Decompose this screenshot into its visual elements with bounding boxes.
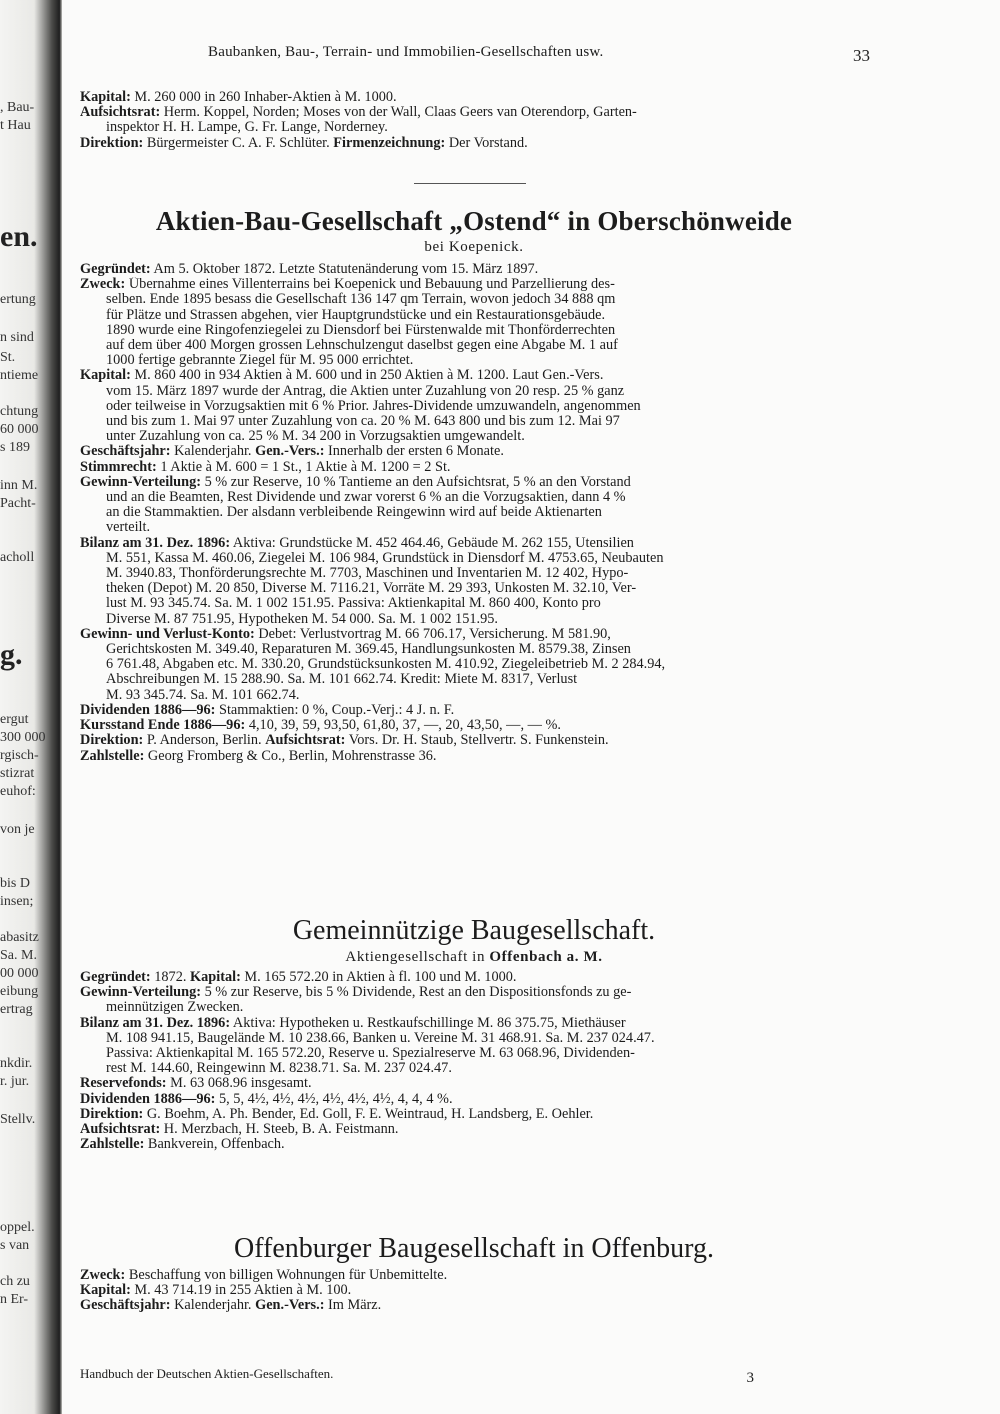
margin-fragment: n sind bbox=[0, 330, 34, 345]
margin-fragment: nkdir. bbox=[0, 1056, 33, 1071]
entry-line: Kapital: M. 43 714.19 in 255 Aktien à M. 100. bbox=[80, 1283, 352, 1299]
margin-fragment: abasitz bbox=[0, 930, 39, 945]
entry-line: meinnützigen Zwecken. bbox=[106, 1000, 244, 1016]
margin-fragment: stizrat bbox=[0, 766, 35, 781]
entry-offenburger bbox=[80, 1232, 868, 1314]
entry-line: Kapital: M. 260 000 in 260 Inhaber-Aktien à M. 1000. bbox=[80, 90, 397, 105]
entry-line: Gegründet: Am 5. Oktober 1872. Letzte Statutenänderung vom 15. März 1897. bbox=[80, 262, 539, 277]
margin-fragment: en. bbox=[0, 220, 38, 253]
company-title: Gemeinnützige Baugesellschaft. bbox=[292, 915, 656, 946]
running-header-title: Baubanken, Bau-, Terrain- und Immobilien-Gesellschaften usw. bbox=[208, 44, 604, 60]
entry-line: 1890 wurde eine Ringofenziegelei zu Diensdorf bei Fürstenwalde mit Thonförderrechten bbox=[106, 322, 616, 338]
signature-number: 3 bbox=[746, 1370, 754, 1386]
footer-title: Handbuch der Deutschen Aktien-Gesellschaften. bbox=[80, 1366, 334, 1381]
margin-fragment: Pacht- bbox=[0, 496, 36, 511]
entry-line: und bis zum 1. Mai 97 unter Zuzahlung von ca. 20 % M. 643 800 und bis zum 12. Mai 97 bbox=[106, 414, 620, 430]
margin-fragment: inn M. bbox=[0, 478, 38, 493]
entry-line: M. 3940.83, Thonförderungsrechte M. 7703, Maschinen und Inventarien M. 12 402, Hypo- bbox=[106, 566, 629, 582]
entry-line: Reservefonds: M. 63 068.96 insgesamt. bbox=[80, 1076, 312, 1092]
entry-line: und an die Beamten, Rest Dividende und zwar vorerst 6 % an die Vorzugsaktien, dann 4 % bbox=[106, 490, 626, 506]
margin-fragment: bis D bbox=[0, 876, 30, 891]
entry-line: verteilt. bbox=[106, 520, 151, 536]
page-footer bbox=[80, 1366, 868, 1386]
entry-line: Diverse M. 87 751.95, Hypotheken M. 54 000. Sa. M. 1 002 151.95. bbox=[106, 611, 498, 627]
previous-page-margin bbox=[0, 0, 60, 1414]
entry-line: Gewinn- und Verlust-Konto: Debet: Verlustvortrag M. 66 706.17, Versicherung. M 581.90, bbox=[80, 626, 611, 642]
margin-fragment: 60 000 bbox=[0, 422, 39, 437]
entry-line: M. 108 941.15, Baugelände M. 10 238.66, Banken u. Vereine M. 31 468.91. Sa. M. 237 024.47. bbox=[106, 1030, 655, 1046]
margin-fragment: acholl bbox=[0, 550, 35, 565]
entry-line: Bilanz am 31. Dez. 1896: Aktiva: Grundstücke M. 452 464.46, Gebäude M. 262 155, Utensilien bbox=[80, 535, 634, 551]
entry-line: Stimmrecht: 1 Aktie à M. 600 = 1 St., 1 Aktie à M. 1200 = 2 St. bbox=[80, 459, 451, 475]
page-number: 33 bbox=[853, 46, 870, 65]
company-title: Offenburger Baugesellschaft in Offenburg. bbox=[233, 1233, 715, 1264]
entry-line: M. 551, Kassa M. 460.06, Ziegelei M. 106 984, Grundstück in Diensdorf M. 4753.65, Neubauten bbox=[106, 550, 664, 566]
margin-fragment: chtung bbox=[0, 404, 39, 419]
entry-line: Geschäftsjahr: Kalenderjahr. Gen.-Vers.: Im März. bbox=[80, 1298, 382, 1314]
margin-fragment: rgisch- bbox=[0, 748, 39, 763]
entry-line: Gewinn-Verteilung: 5 % zur Reserve, bis 5 % Dividende, Rest an den Dispositionsfonds zu ge- bbox=[80, 985, 632, 1001]
entry-line: unter Zuzahlung von ca. 25 % M. 34 200 in Vorzugsaktien umgewandelt. bbox=[106, 429, 525, 445]
margin-fragment: eibung bbox=[0, 984, 39, 999]
margin-fragment: s 189 bbox=[0, 440, 30, 455]
entry-line: Bilanz am 31. Dez. 1896: Aktiva: Hypotheken u. Restkaufschillinge M. 86 375.75, Miethäuser bbox=[80, 1015, 626, 1031]
margin-fragment: ertung bbox=[0, 292, 36, 307]
margin-fragment: 00 000 bbox=[0, 966, 39, 981]
entry-line: Gewinn-Verteilung: 5 % zur Reserve, 10 % Tantieme an den Aufsichtsrat, 5 % an den Vorstand bbox=[80, 474, 631, 490]
entry-continuation bbox=[80, 90, 868, 151]
entry-line: Gerichtskosten M. 349.40, Reparaturen M. 369.45, Handlungsunkosten M. 8579.38, Zinsen bbox=[106, 642, 631, 658]
margin-fragment: oppel. bbox=[0, 1220, 35, 1235]
margin-fragment: ch zu bbox=[0, 1274, 30, 1289]
margin-fragment: von je bbox=[0, 822, 35, 837]
entry-gemeinnuetzige bbox=[80, 914, 868, 1152]
entry-line: für Plätze und Strassen abgehen, vier Hauptgrundstücke und ein Restaurationsgebäude. bbox=[106, 307, 606, 323]
margin-fragment: , Bau- bbox=[0, 100, 35, 115]
entry-line: Zweck: Beschaffung von billigen Wohnungen für Unbemittelte. bbox=[80, 1268, 448, 1283]
entry-line: Aufsichtsrat: Herm. Koppel, Norden; Moses von der Wall, Claas Geers van Oterendorp, Garten- bbox=[80, 105, 637, 121]
entry-line: Direktion: G. Boehm, A. Ph. Bender, Ed. Goll, F. E. Weintraud, H. Landsberg, E. Oehler. bbox=[80, 1106, 594, 1122]
entry-line: Dividenden 1886—96: Stammaktien: 0 %, Coup.-Verj.: 4 J. n. F. bbox=[80, 702, 455, 718]
entry-line: Zahlstelle: Georg Fromberg & Co., Berlin, Mohrenstrasse 36. bbox=[80, 748, 437, 764]
entry-line: Kapital: M. 860 400 in 934 Aktien à M. 600 und in 250 Aktien à M. 1200. Laut Gen.-Vers. bbox=[80, 368, 604, 384]
margin-fragment: n Er- bbox=[0, 1292, 29, 1307]
entry-line: Abschreibungen M. 15 288.90. Sa. M. 101 662.74. Kredit: Miete M. 8317, Verlust bbox=[106, 672, 578, 688]
entry-line: selben. Ende 1895 besass die Gesellschaft 136 147 qm Terrain, wovon jedoch 34 888 qm bbox=[106, 292, 616, 308]
margin-fragment: Sa. M. bbox=[0, 948, 37, 963]
margin-fragment: 300 000 bbox=[0, 730, 46, 745]
margin-fragment: t Hau bbox=[0, 118, 31, 133]
margin-fragment: euhof: bbox=[0, 784, 36, 799]
entry-line: Zahlstelle: Bankverein, Offenbach. bbox=[80, 1137, 285, 1153]
margin-fragment: ntieme bbox=[0, 368, 39, 383]
margin-fragment: ertrag bbox=[0, 1002, 33, 1017]
margin-fragment: St. bbox=[0, 350, 16, 365]
entry-line: Gegründet: 1872. Kapital: M. 165 572.20 in Aktien à fl. 100 und M. 1000. bbox=[80, 970, 517, 985]
entry-line: rest M. 144.60, Reingewinn M. 8238.71. Sa. M. 237 024.47. bbox=[106, 1061, 452, 1077]
company-title: Aktien-Bau-Gesellschaft „Ostend“ in Oberschönweide bbox=[155, 206, 793, 236]
entry-line: 1000 fertige gebrannte Ziegel für M. 95 000 errichtet. bbox=[106, 353, 414, 369]
margin-fragment: g. bbox=[0, 638, 23, 671]
company-subtitle: bei Koepenick. bbox=[424, 239, 524, 255]
entry-line: Zweck: Übernahme eines Villenterrains bei Koepenick und Bebauung und Parzellierung des- bbox=[80, 277, 615, 293]
entry-line: theken (Depot) M. 20 850, Diverse M. 7116.21, Vorräte M. 29 393, Unkosten M. 32.10, Ver- bbox=[106, 581, 637, 597]
margin-fragment: r. jur. bbox=[0, 1074, 30, 1089]
margin-fragment: ergut bbox=[0, 712, 29, 727]
section-divider bbox=[414, 183, 526, 184]
entry-line: Geschäftsjahr: Kalenderjahr. Gen.-Vers.: Innerhalb der ersten 6 Monate. bbox=[80, 444, 504, 460]
entry-line: auf dem über 400 Morgen grossen Lehnschulzengut daselbst gegen eine Abgabe M. 1 auf bbox=[106, 338, 618, 354]
entry-line: Dividenden 1886—96: 5, 5, 4½, 4½, 4½, 4½, 4½, 4½, 4, 4, 4 %. bbox=[80, 1091, 453, 1107]
entry-line: M. 93 345.74. Sa. M. 101 662.74. bbox=[106, 687, 300, 703]
entry-line: inspektor H. H. Lampe, G. Fr. Lange, Norderney. bbox=[106, 120, 388, 136]
page-body bbox=[80, 0, 868, 1414]
margin-fragment: insen; bbox=[0, 894, 34, 909]
entry-line: Passiva: Aktienkapital M. 165 572.20, Reserve u. Spezialreserve M. 63 068.96, Dividenden- bbox=[106, 1046, 635, 1062]
margin-fragment: s van bbox=[0, 1238, 30, 1253]
margin-fragment: Stellv. bbox=[0, 1112, 36, 1127]
entry-line: Aufsichtsrat: H. Merzbach, H. Steeb, B. A. Feistmann. bbox=[80, 1122, 399, 1138]
entry-line: oder teilweise in Vorzugsaktien mit 6 % Prior. Jahres-Dividende umzuwandeln, angenommen bbox=[106, 398, 641, 414]
entry-line: Direktion: Bürgermeister C. A. F. Schlüter. Firmenzeichnung: Der Vorstand. bbox=[80, 135, 528, 151]
company-subtitle: Aktiengesellschaft in Offenbach a. M. bbox=[345, 949, 603, 965]
entry-line: 6 761.48, Abgaben etc. M. 330.20, Grundstücksunkosten M. 410.92, Ziegeleibetrieb M. 2 284.94, bbox=[106, 657, 666, 673]
entry-line: an die Stammaktien. Der alsdann verbleibende Reingewinn wird auf beide Aktienarten bbox=[106, 505, 602, 521]
entry-line: lust M. 93 345.74. Sa. M. 1 002 151.95. Passiva: Aktienkapital M. 860 400, Konto pro bbox=[106, 596, 601, 612]
entry-line: vom 15. März 1897 wurde der Antrag, die Aktien unter Zuzahlung von 20 resp. 25 % ganz bbox=[106, 383, 625, 399]
entry-ostend bbox=[80, 204, 868, 764]
entry-line: Kursstand Ende 1886—96: 4,10, 39, 59, 93,50, 61,80, 37, —, 20, 43,50, —, — %. bbox=[80, 718, 561, 734]
entry-line: Direktion: P. Anderson, Berlin. Aufsichtsrat: Vors. Dr. H. Staub, Stellvertr. S. Funkenstein. bbox=[80, 733, 609, 749]
